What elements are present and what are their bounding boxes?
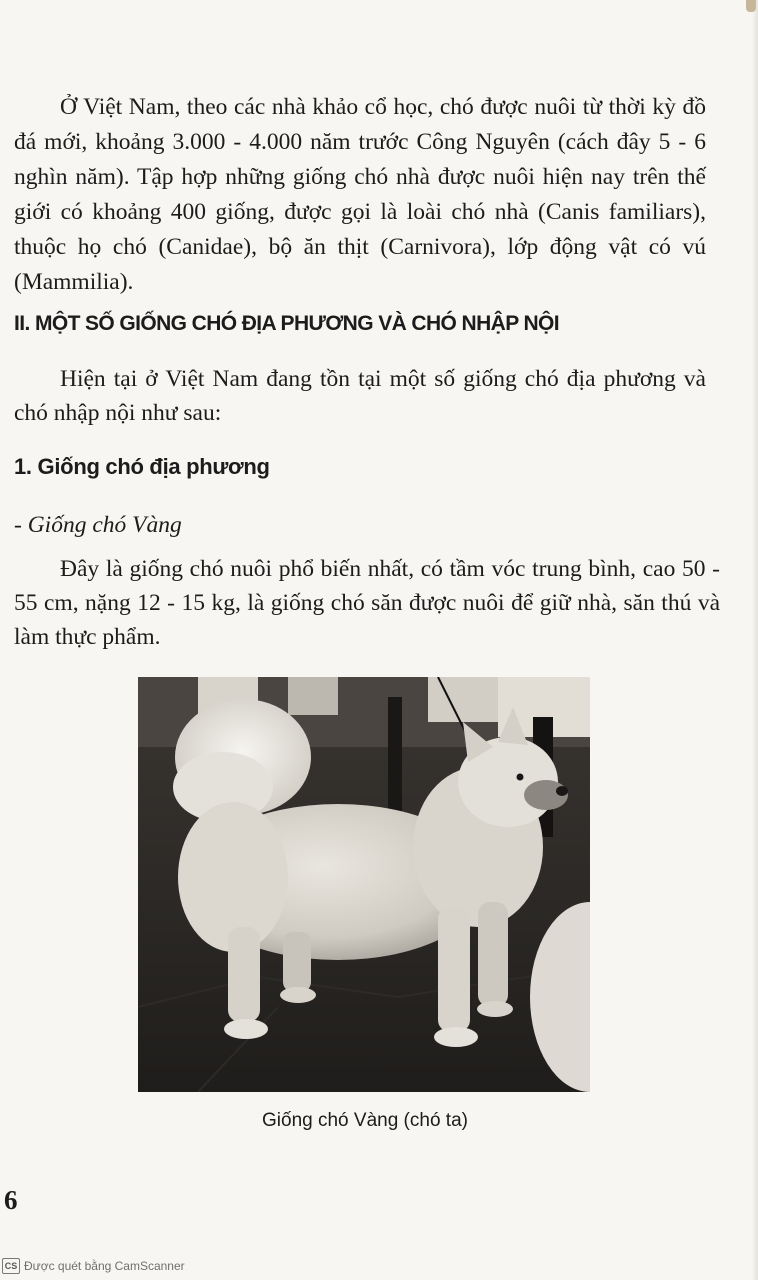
scanner-watermark-text: Được quét bằng CamScanner	[24, 1259, 185, 1273]
photo-caption: Giống chó Vàng (chó ta)	[262, 1110, 468, 1131]
page-edge	[752, 0, 758, 1280]
breed-description-paragraph: Đây là giống chó nuôi phổ biến nhất, có tầm vóc trung bình, cao 50 - 55 cm, nặng 12 - 15 kg, là giống chó săn được nuôi để giữ nhà, săn thú và làm thực phẩm.	[14, 556, 720, 650]
dog-illustration	[138, 677, 590, 1092]
camscanner-logo-icon: CS	[2, 1258, 20, 1274]
breed-heading: - Giống chó Vàng	[14, 512, 182, 538]
scanner-watermark	[2, 1257, 185, 1275]
page-number: 6	[4, 1185, 18, 1215]
dog-photo	[138, 677, 590, 1092]
intro-paragraph: Ở Việt Nam, theo các nhà khảo cổ học, chó được nuôi từ thời kỳ đồ đá mới, khoảng 3.000 - 4.000 năm trước Công Nguyên (cách đây 5 - 6 nghìn năm). Tập hợp những giống chó nhà được nuôi hiện nay trên thế giới có khoảng 400 giống, được gọi là loài chó nhà (Canis familiars), thuộc họ chó (Canidae), bộ ăn thịt (Carnivora), lớp động vật có vú (Mammilia).	[14, 94, 706, 295]
breeds-intro-paragraph: Hiện tại ở Việt Nam đang tồn tại một số giống chó địa phương và chó nhập nội như sau:	[14, 366, 706, 426]
section-heading: II. MỘT SỐ GIỐNG CHÓ ĐỊA PHƯƠNG VÀ CHÓ NHẬP NỘI	[14, 312, 560, 335]
subsection-heading: 1. Giống chó địa phương	[14, 454, 270, 479]
corner-mark	[746, 0, 756, 12]
